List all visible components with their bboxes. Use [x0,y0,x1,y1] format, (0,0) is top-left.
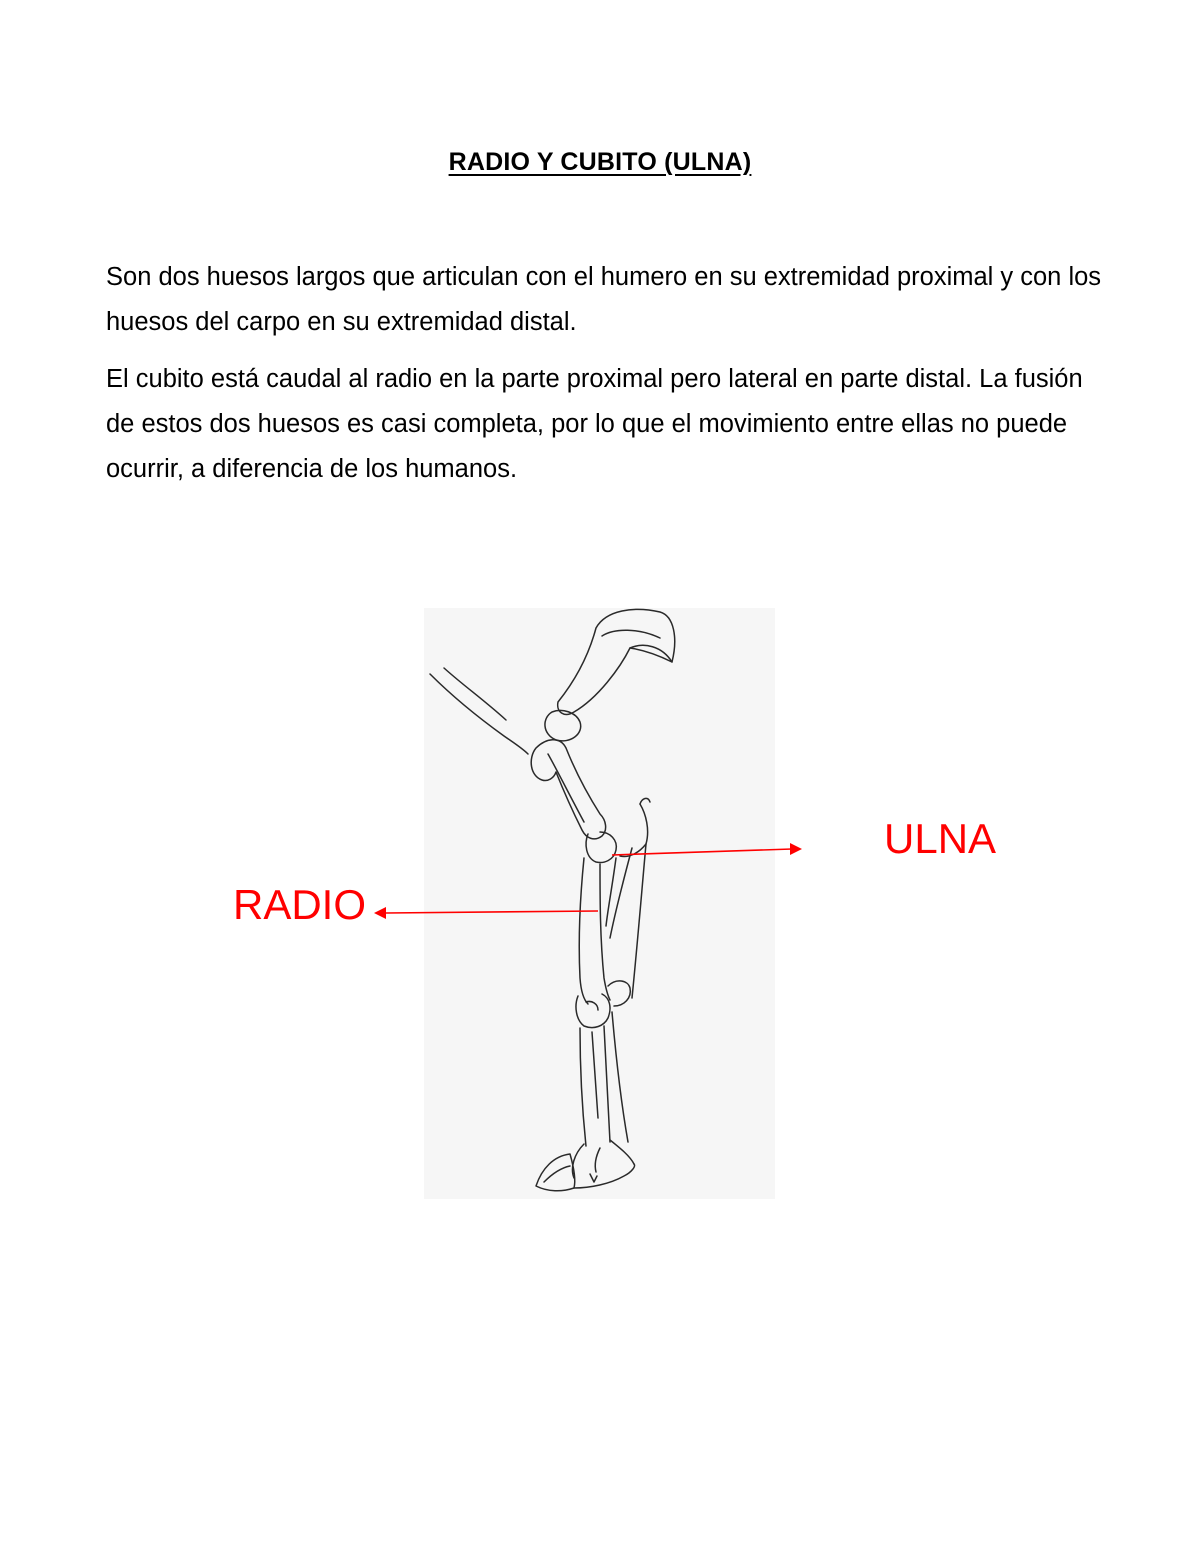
radio-label: RADIO [233,881,367,928]
metacarpal-front-edge [580,1028,586,1146]
ulna-edge [632,844,646,998]
carpal-bone [576,994,610,1028]
scapula-ridge [602,630,660,638]
shoulder-joint [545,710,581,740]
body-outline-line [444,668,506,720]
metacarpal-rear-edge [604,1026,610,1142]
olecranon-tuber [620,804,648,857]
paragraph-description: El cubito está caudal al radio en la parte proximal pero lateral en parte distal. La fusión de estos dos huesos es casi completa, por lo que el movimiento entre ellas no puede ocurrir, a diferencia de los humanos. [106,365,1083,483]
accessory-carpal [608,981,630,1006]
fetlock-rear [610,1140,634,1164]
body-outline-line [430,674,528,754]
humerus-inner-line [548,754,584,822]
scapula-bone [558,609,675,714]
horse-forelimb-illustration [424,608,775,1199]
humerus-bone [531,740,605,839]
ulna-shaft [610,848,632,938]
olecranon-tip [640,798,650,804]
ulna-label: ULNA [884,815,997,862]
document-title: RADIO Y CUBITO (ULNA) [448,148,752,176]
hoof-wall-line [544,1166,570,1182]
radius-rear-edge [600,864,610,1000]
artist-mark [590,1174,597,1182]
radius-front-edge [579,858,588,1004]
pastern-bone [595,1148,600,1172]
flexor-tendon-line [612,1012,628,1142]
hoof-sole-line [574,1164,635,1188]
metacarpal-inner-line [592,1032,598,1118]
paragraph-intro: Son dos huesos largos que articulan con el humero en su extremidad proximal y con los huesos del carpo en su extremidad distal. [106,263,1102,336]
